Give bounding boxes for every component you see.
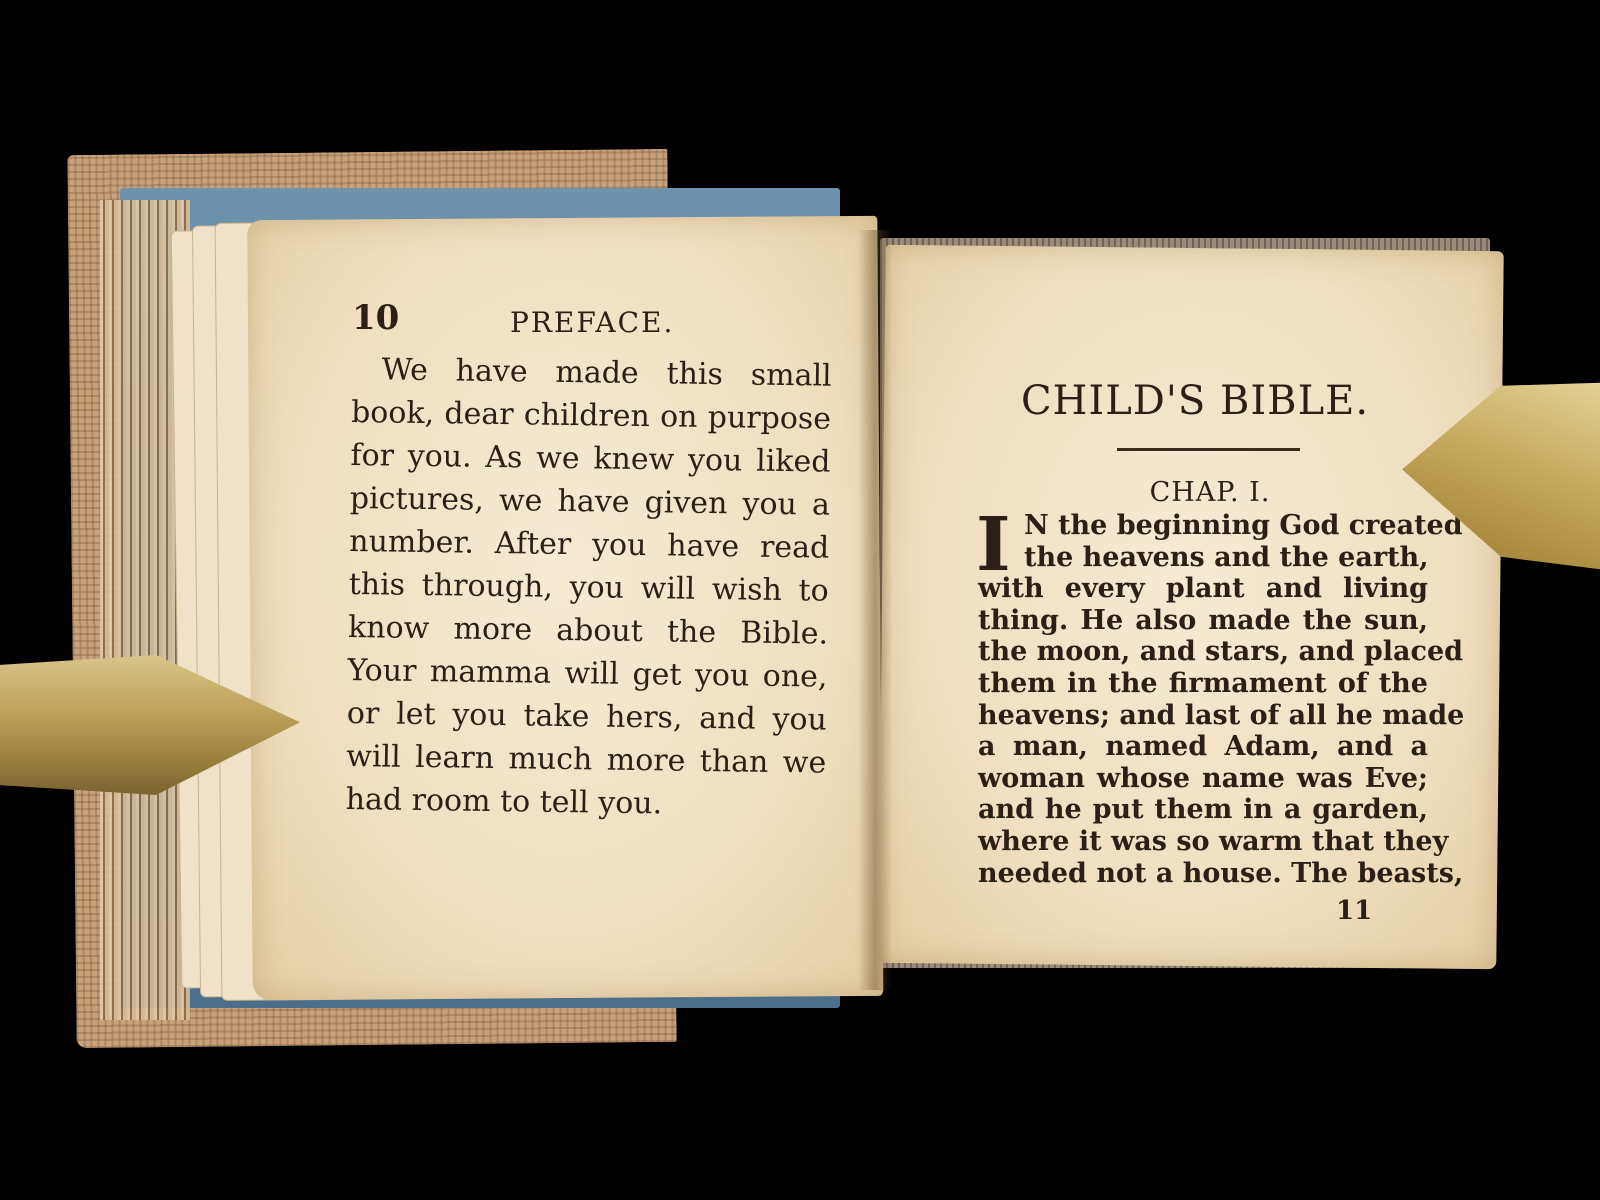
text-line: thing. He also made the sun,	[978, 604, 1428, 636]
text-line: will learn much more than we	[346, 738, 827, 781]
text-line: them in the firmament of the	[978, 667, 1428, 699]
text-line: number. After you have read	[349, 523, 830, 566]
chapter-text	[976, 502, 1465, 889]
text-line: woman whose name was Eve;	[978, 762, 1428, 794]
text-line: needed not a house. The beasts,	[978, 857, 1464, 889]
text-line: heavens; and last of all he made	[978, 699, 1465, 731]
running-head: PREFACE.	[510, 306, 675, 339]
text-line: Your mamma will get you one,	[347, 652, 828, 695]
page-number-left: 10	[352, 298, 400, 338]
book-title: CHILD'S BIBLE.	[1020, 378, 1370, 424]
preface-text	[345, 348, 832, 828]
text-line: where it was so warm that they	[978, 825, 1449, 857]
chapter-heading: CHAP. I.	[1149, 477, 1271, 508]
text-line: and he put them in a garden,	[978, 794, 1428, 826]
text-line: had room to tell you.	[345, 781, 663, 822]
page-number-right: 11	[1336, 896, 1373, 926]
drop-cap: I	[976, 502, 1011, 588]
text-line: know more about the Bible.	[347, 609, 829, 652]
book-gutter	[858, 230, 892, 990]
text-line: N the beginning God created	[1024, 510, 1463, 541]
title-rule	[1117, 448, 1300, 451]
text-line: this through, you will wish to	[348, 566, 829, 609]
text-line: book, dear children on purpose	[350, 394, 832, 437]
text-line: the moon, and stars, and placed	[978, 636, 1464, 668]
text-line: or let you take hers, and you	[346, 695, 828, 738]
text-line: a man, named Adam, and a	[978, 731, 1428, 763]
text-line: pictures, we have given you a	[349, 480, 831, 523]
text-line: with every plant and living	[978, 573, 1428, 605]
text-line: for you. As we knew you liked	[350, 437, 831, 480]
text-line: the heavens and the earth,	[1024, 541, 1429, 573]
text-line: We have made this small	[381, 352, 832, 394]
